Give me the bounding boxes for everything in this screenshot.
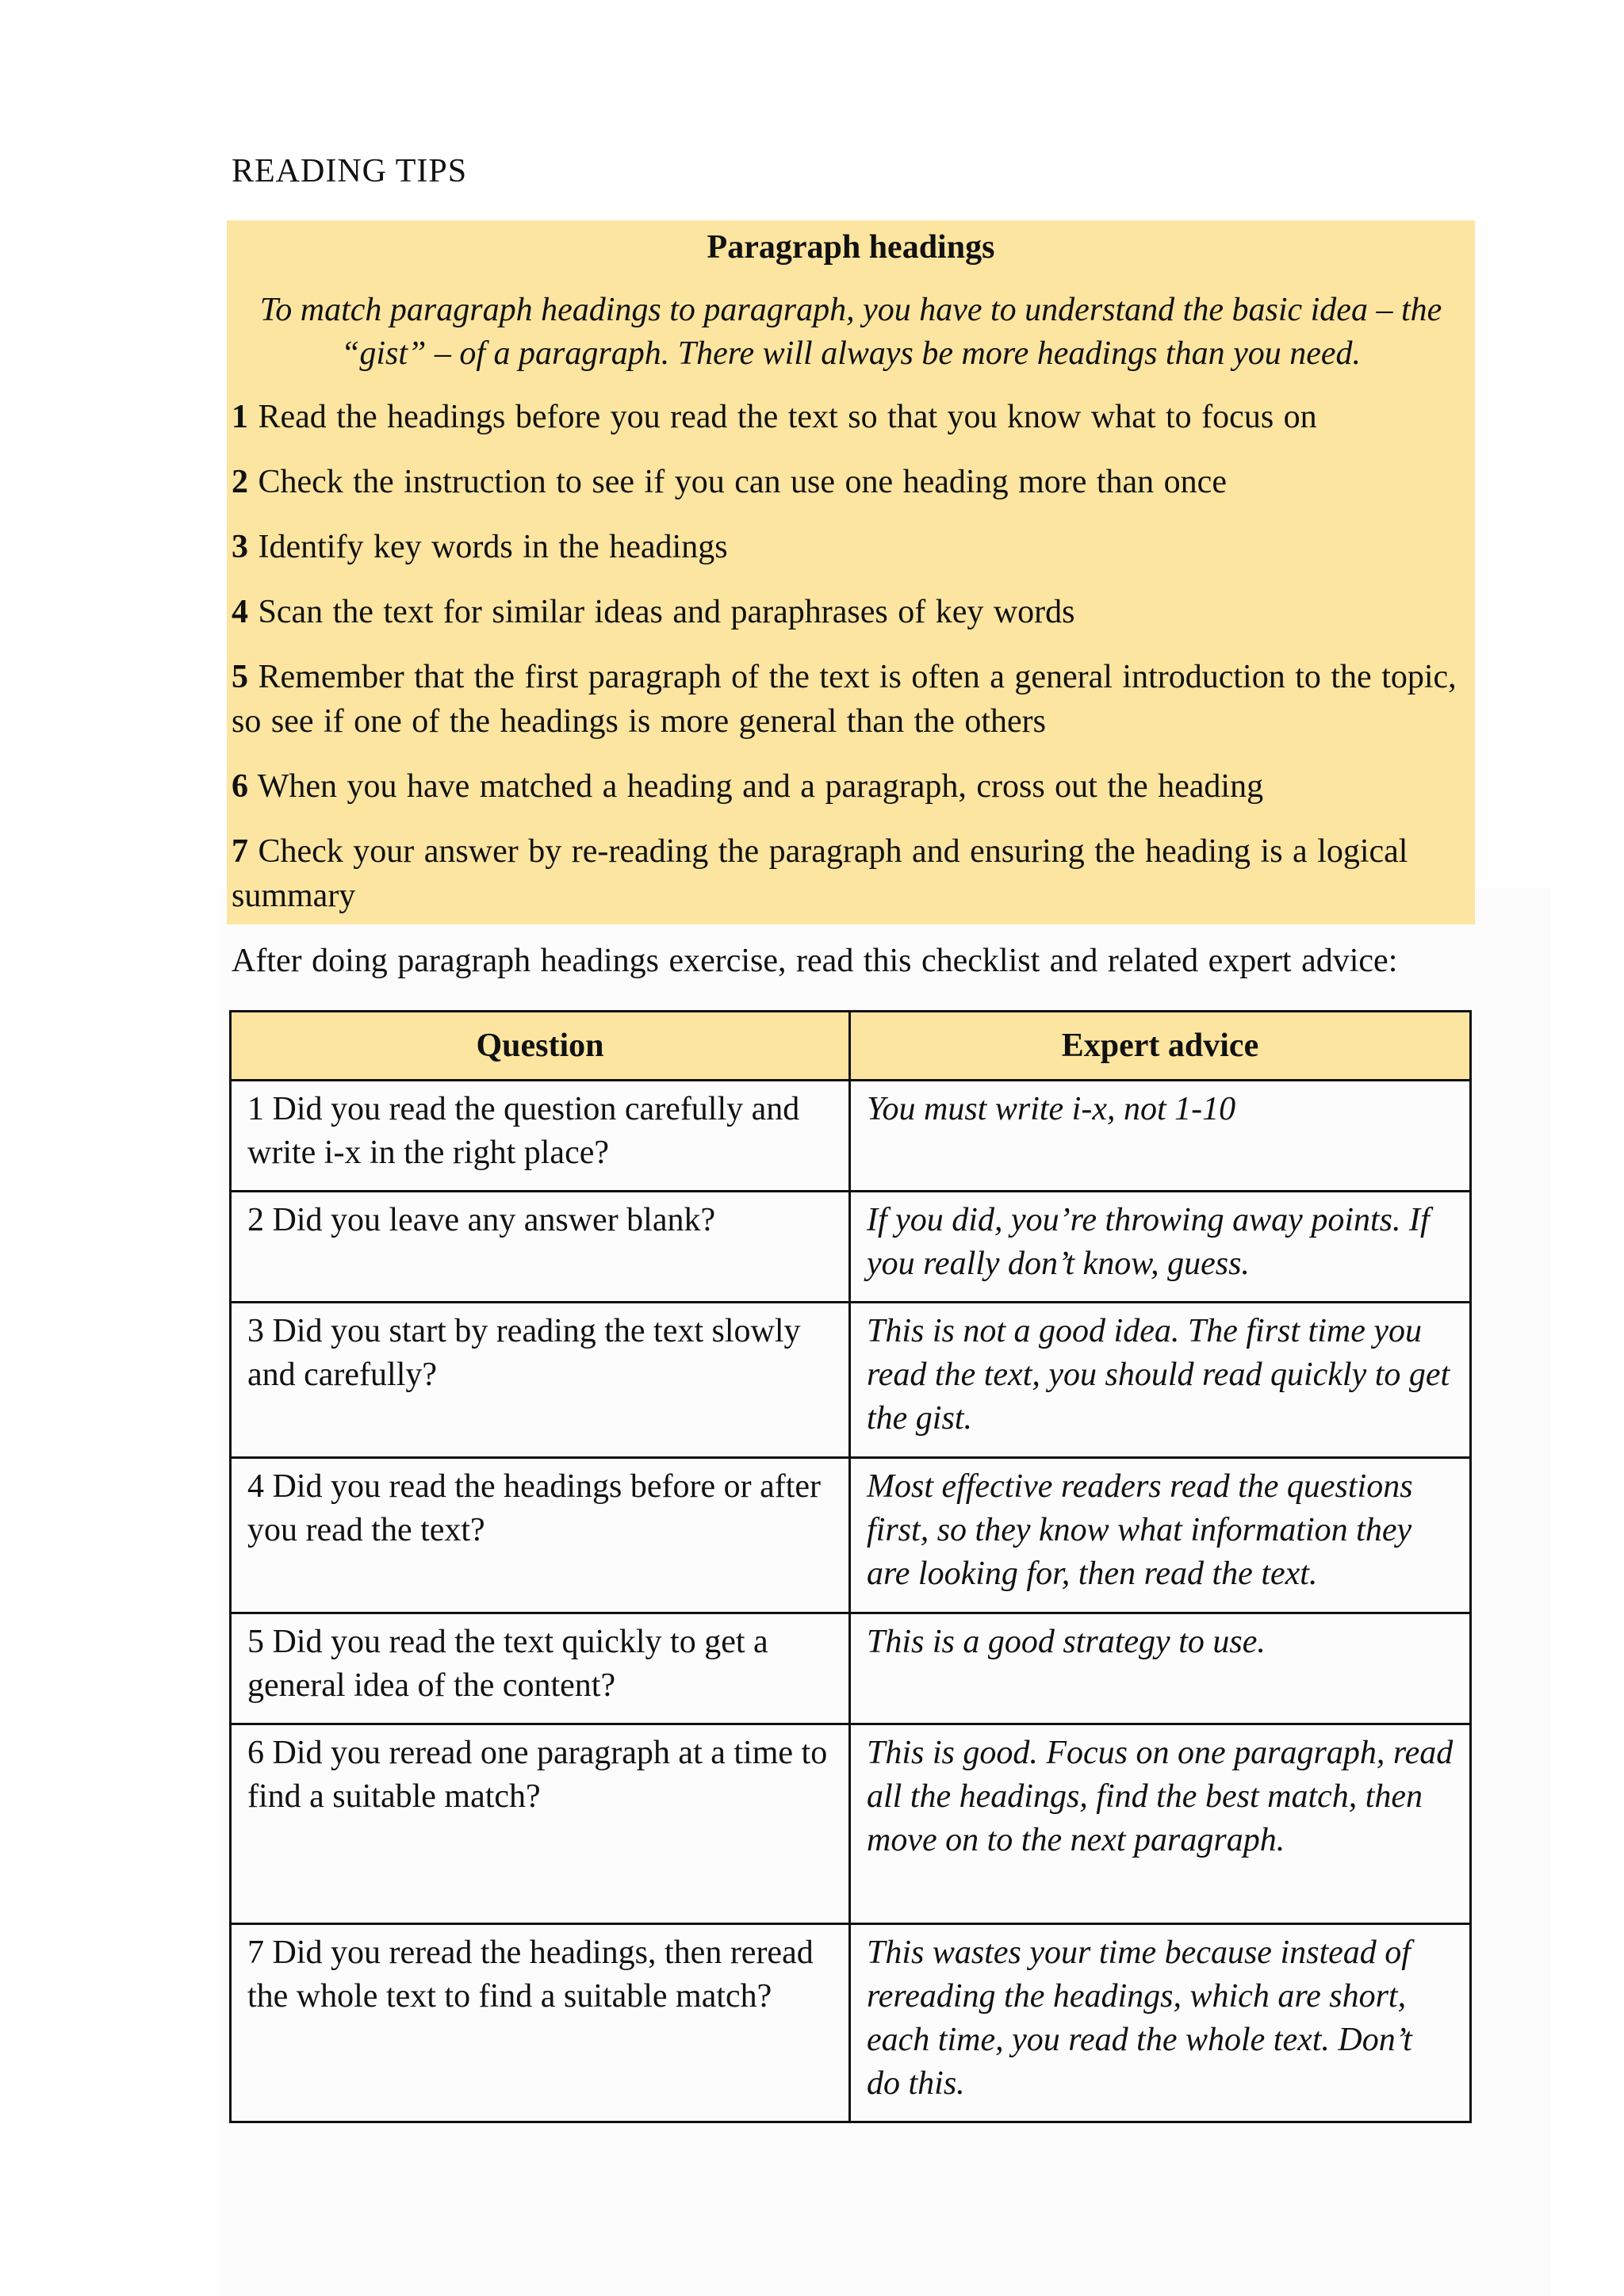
- question-cell: 4 Did you read the headings before or after you read the text?: [231, 1458, 850, 1613]
- advice-cell: Most effective readers read the questions first, so they know what information they are looking for, then read the text.: [850, 1458, 1471, 1613]
- tip-text: Read the headings before you read the text so that you know what to focus on: [248, 399, 1317, 435]
- question-cell: 2 Did you leave any answer blank?: [231, 1192, 850, 1303]
- checklist-table: [229, 1010, 1472, 2123]
- tip-number: 3: [232, 529, 248, 565]
- advice-cell: This is good. Focus on one paragraph, read all the headings, find the best match, then move on to the next paragraph.: [850, 1724, 1471, 1924]
- table-row: [231, 1192, 1471, 1303]
- tip-number: 6: [232, 768, 248, 805]
- tip-text: Remember that the first paragraph of the text is often a general introduction to the topic, so see if one of the headings is more general than the others: [232, 659, 1457, 740]
- tip-item: [232, 764, 1469, 809]
- tips-intro: To match paragraph headings to paragraph, you have to understand the basic idea – the “gist” – of a paragraph. There will always be more headings than you need.: [259, 292, 1442, 372]
- page-title: READING TIPS: [232, 153, 468, 189]
- tips-list: [232, 395, 1469, 939]
- tip-number: 7: [232, 833, 248, 870]
- tip-number: 1: [232, 399, 248, 435]
- tip-item: [232, 590, 1469, 634]
- table-row: [231, 1924, 1471, 2122]
- tip-item: [232, 829, 1469, 918]
- tip-item: [232, 655, 1469, 744]
- table-row: [231, 1081, 1471, 1192]
- tip-text: Identify key words in the headings: [248, 529, 728, 565]
- tip-number: 5: [232, 659, 248, 695]
- question-cell: 3 Did you start by reading the text slowly and carefully?: [231, 1303, 850, 1458]
- advice-cell: This is not a good idea. The first time you read the text, you should read quickly to get the gist.: [850, 1303, 1471, 1458]
- question-cell: 5 Did you read the text quickly to get a general idea of the content?: [231, 1613, 850, 1724]
- tip-number: 4: [232, 594, 248, 630]
- tip-text: Check the instruction to see if you can use one heading more than once: [248, 464, 1227, 500]
- advice-cell: This is a good strategy to use.: [850, 1613, 1471, 1724]
- table-row: [231, 1613, 1471, 1724]
- question-cell: 1 Did you read the question carefully and write i-x in the right place?: [231, 1081, 850, 1192]
- question-cell: 7 Did you reread the headings, then reread the whole text to find a suitable match?: [231, 1924, 850, 2122]
- advice-cell: If you did, you’re throwing away points. If you really don’t know, guess.: [850, 1192, 1471, 1303]
- tip-item: [232, 460, 1469, 504]
- tip-text: When you have matched a heading and a paragraph, cross out the heading: [248, 768, 1264, 805]
- table-header-row: [231, 1012, 1471, 1081]
- tip-number: 2: [232, 464, 248, 500]
- table-row: [231, 1724, 1471, 1924]
- checklist-intro: After doing paragraph headings exercise, read this checklist and related expert advice:: [232, 943, 1398, 979]
- tips-box: [227, 220, 1475, 924]
- column-header-advice: Expert advice: [850, 1012, 1471, 1081]
- tip-item: [232, 395, 1469, 439]
- tips-heading: Paragraph headings: [707, 229, 995, 266]
- column-header-question: Question: [231, 1012, 850, 1081]
- question-cell: 6 Did you reread one paragraph at a time to find a suitable match?: [231, 1724, 850, 1924]
- advice-cell: This wastes your time because instead of rereading the headings, which are short, each time, you read the whole text. Don’t do this.: [850, 1924, 1471, 2122]
- tip-item: [232, 525, 1469, 569]
- advice-cell: You must write i-x, not 1-10: [850, 1081, 1471, 1192]
- tip-text: Scan the text for similar ideas and paraphrases of key words: [248, 594, 1075, 630]
- table-row: [231, 1303, 1471, 1458]
- tip-text: Check your answer by re-reading the paragraph and ensuring the heading is a logical summary: [232, 833, 1408, 914]
- table-row: [231, 1458, 1471, 1613]
